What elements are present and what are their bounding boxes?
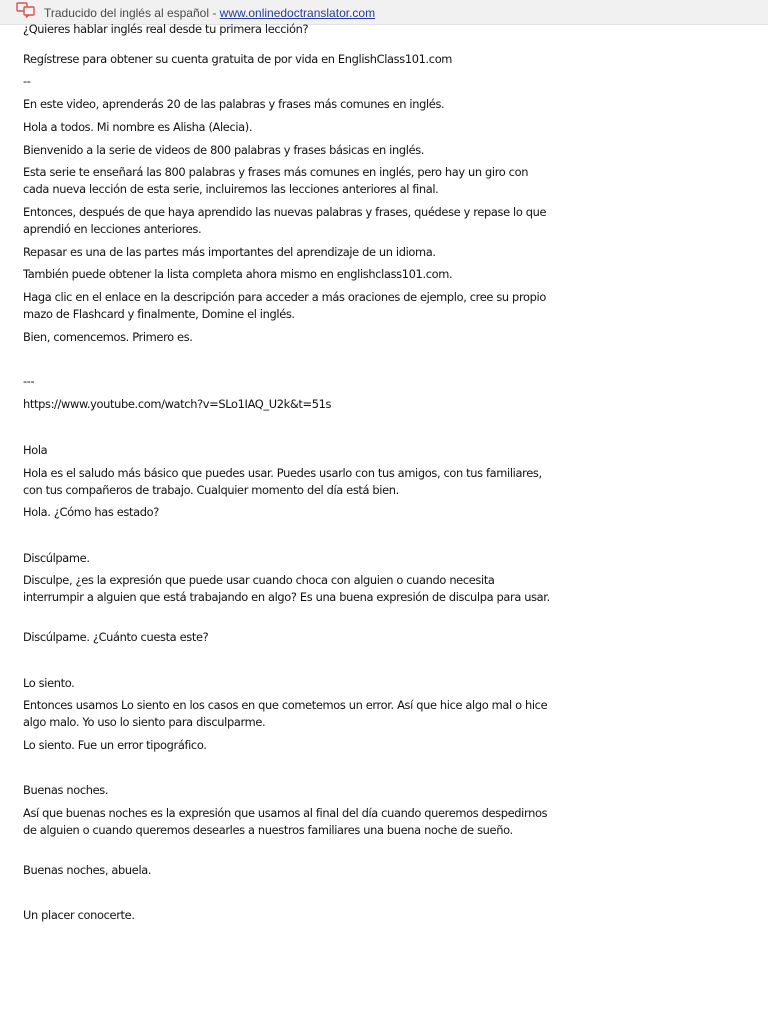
translate-icon — [16, 2, 36, 18]
doc-paragraph: En este video, aprenderás 20 de las palabras y frases más comunes en inglés. — [23, 97, 445, 111]
doc-paragraph: Disculpe, ¿es la expresión que puede usar cuando choca con alguien o cuando necesita interrumpir a alguien que está trabajando en algo? Es una buena expresión de disculpa para usar. — [23, 573, 550, 604]
banner-prefix: Traducido del inglés al español - — [44, 6, 220, 20]
doc-paragraph: Hola a todos. Mi nombre es Alisha (Alecia). — [23, 120, 253, 134]
doc-paragraph: Haga clic en el enlace en la descripción para acceder a más oraciones de ejemplo, cree su propio mazo de Flashcard y finalmente, Domine el inglés. — [23, 290, 546, 321]
section-heading: Buenas noches. — [23, 783, 109, 797]
banner-text — [44, 6, 375, 20]
translator-link[interactable]: www.onlinedoctranslator.com — [219, 6, 376, 20]
section-heading: Un placer conocerte. — [23, 908, 135, 922]
doc-paragraph: Regístrese para obtener su cuenta gratuita de por vida en EnglishClass101.com — [23, 52, 453, 66]
video-link: https://www.youtube.com/watch?v=SLo1IAQ_U2k&t=51s — [23, 397, 332, 411]
section-heading: Lo siento. — [23, 676, 75, 690]
doc-paragraph: Entonces usamos Lo siento en los casos en que cometemos un error. Así que hice algo mal o hice algo malo. Yo uso lo siento para disculparme. — [23, 698, 548, 729]
doc-paragraph: Entonces, después de que haya aprendido las nuevas palabras y frases, quédese y repase lo que aprendió en lecciones anteriores. — [23, 205, 547, 236]
doc-separator: --- — [23, 374, 35, 388]
doc-paragraph: Así que buenas noches es la expresión que usamos al final del día cuando queremos despedirnos de alguien o cuando queremos desearles a nuestros familiares una buena noche de sueño. — [23, 806, 548, 837]
example-sentence: Discúlpame. ¿Cuánto cuesta este? — [23, 630, 209, 644]
doc-paragraph: Bien, comencemos. Primero es. — [23, 330, 193, 344]
doc-paragraph: ¿Quieres hablar inglés real desde tu primera lección? — [23, 22, 309, 36]
doc-paragraph: Esta serie te enseñará las 800 palabras y frases más comunes en inglés, pero hay un giro con cada nueva lección de esta serie, incluiremos las lecciones anteriores al final. — [23, 165, 529, 196]
example-sentence: Lo siento. Fue un error tipográfico. — [23, 738, 207, 752]
doc-paragraph: También puede obtener la lista completa ahora mismo en englishclass101.com. — [23, 267, 453, 281]
section-heading: Discúlpame. — [23, 551, 90, 565]
example-sentence: Buenas noches, abuela. — [23, 863, 152, 877]
doc-paragraph: Hola es el saludo más básico que puedes usar. Puedes usarlo con tus amigos, con tus familiares, con tus compañeros de trabajo. Cualquier momento del día está bien. — [23, 466, 542, 497]
section-heading: Hola — [23, 443, 48, 457]
doc-paragraph: Repasar es una de las partes más importantes del aprendizaje de un idioma. — [23, 245, 436, 259]
doc-paragraph: Bienvenido a la serie de videos de 800 palabras y frases básicas en inglés. — [23, 143, 425, 157]
doc-paragraph: -- — [23, 74, 31, 88]
example-sentence: Hola. ¿Cómo has estado? — [23, 505, 159, 519]
